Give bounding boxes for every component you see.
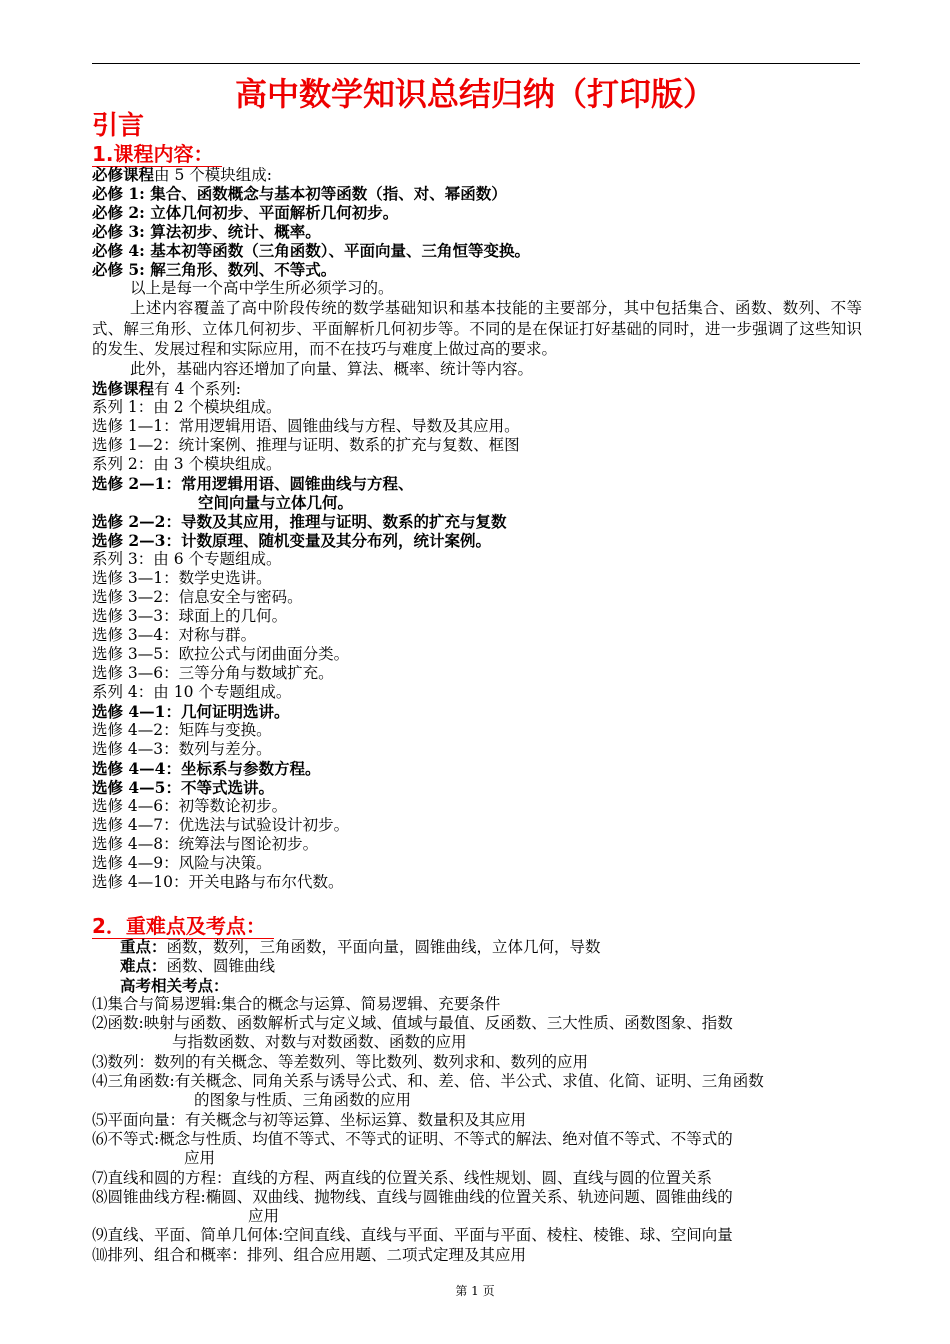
section1-content — [92, 165, 862, 892]
exam-point-continuation: 应用 — [184, 1149, 216, 1168]
exam-point: ⑽排列、组合和概率：排列、组合应用题、二项式定理及其应用 — [92, 1245, 527, 1264]
hard-points-text: 函数、圆锥曲线 — [166, 957, 276, 976]
elective-item: 选修 4—2：矩阵与变换。 — [92, 720, 272, 739]
required-module: 必修 2: 立体几何初步、平面解析几何初步。 — [92, 203, 399, 222]
series-label: 系列 4：由 10 个专题组成。 — [92, 682, 292, 701]
exam-point: ⑴集合与简易逻辑:集合的概念与运算、简易逻辑、充要条件 — [92, 994, 501, 1013]
exam-point-continuation: 与指数函数、对数与对数函数、函数的应用 — [172, 1033, 467, 1052]
section2-content — [92, 937, 862, 1265]
header-rule — [92, 63, 860, 64]
section2-heading: 2．重难点及考点： — [92, 914, 274, 939]
elective-item-continuation: 空间向量与立体几何。 — [198, 492, 354, 512]
elective-item: 选修 3—1：数学史选讲。 — [92, 568, 272, 587]
key-points-text: 函数，数列，三角函数，平面向量，圆锥曲线，立体几何，导数 — [166, 938, 601, 956]
hard-points-label: 难点： — [120, 956, 167, 976]
required-module: 必修 4: 基本初等函数（三角函数）、平面向量、三角恒等变换。 — [92, 241, 531, 260]
hard-points-line — [92, 956, 862, 975]
elective-intro-label: 选修课程 — [92, 378, 155, 398]
exam-point-continuation: 的图象与性质、三角函数的应用 — [194, 1091, 412, 1110]
note-line: 以上是每一个高中学生所必须学习的。 — [130, 279, 394, 297]
overview-paragraph: 上述内容覆盖了高中阶段传统的数学基础知识和基本技能的主要部分，其中包括集合、函数、数列、不等式、解三角形、立体几何初步、平面解析几何初步等。不同的是在保证打好基础的同时，进一步强调了这些知识的发生、发展过程和实际应用，而不在技巧与难度上做过高的要求。 — [92, 299, 862, 358]
elective-item: 选修 4—7：优选法与试验设计初步。 — [92, 815, 350, 834]
exam-point: ⑺直线和圆的方程：直线的方程、两直线的位置关系、线性规划、圆、直线与圆的位置关系 — [92, 1168, 713, 1187]
elective-item: 选修 1—2：统计案例、推理与证明、数系的扩充与复数、框图 — [92, 435, 520, 454]
required-module: 必修 1: 集合、函数概念与基本初等函数（指、对、幂函数） — [92, 184, 507, 203]
exam-point: ⑶数列：数列的有关概念、等差数列、等比数列、数列求和、数列的应用 — [92, 1052, 589, 1071]
elective-intro-text: 有 4 个系列: — [154, 379, 241, 398]
required-module: 必修 3: 算法初步、统计、概率。 — [92, 222, 321, 241]
elective-item: 选修 3—4：对称与群。 — [92, 625, 257, 644]
exam-point: ⑻圆锥曲线方程:椭圆、双曲线、抛物线、直线与圆锥曲线的位置关系、轨迹问题、圆锥曲线的 — [92, 1187, 733, 1206]
elective-item: 选修 4—10：开关电路与布尔代数。 — [92, 872, 344, 891]
page-number: 第 1 页 — [455, 1284, 495, 1298]
exam-points-label: 高考相关考点： — [120, 975, 229, 995]
elective-item: 选修 2—3：计数原理、随机变量及其分布列，统计案例。 — [92, 530, 491, 550]
elective-item: 选修 4—4：坐标系与参数方程。 — [92, 758, 321, 778]
exam-point-continuation: 应用 — [248, 1207, 280, 1226]
exam-point: ⑷三角函数:有关概念、同角关系与诱导公式、和、差、倍、半公式、求值、化简、证明、三角函数 — [92, 1072, 764, 1091]
exam-point: ⑵函数:映射与函数、函数解析式与定义域、值域与最值、反函数、三大性质、函数图象、指数 — [92, 1014, 733, 1033]
exam-point: ⑹不等式:概念与性质、均值不等式、不等式的证明、不等式的解法、绝对值不等式、不等式的 — [92, 1129, 733, 1148]
elective-item: 选修 4—1：几何证明选讲。 — [92, 701, 290, 721]
exam-point: ⑸平面向量：有关概念与初等运算、坐标运算、数量积及其应用 — [92, 1110, 527, 1129]
elective-item: 选修 3—5：欧拉公式与闭曲面分类。 — [92, 644, 350, 663]
key-points-line — [92, 937, 862, 956]
series-label: 系列 2：由 3 个模块组成。 — [92, 454, 282, 473]
note-line: 此外，基础内容还增加了向量、算法、概率、统计等内容。 — [130, 359, 534, 378]
series-label: 系列 1：由 2 个模块组成。 — [92, 397, 282, 416]
required-intro — [92, 165, 862, 184]
section1-heading: 1.课程内容： — [92, 142, 222, 167]
required-intro-text: 由 5 个模块组成: — [154, 166, 272, 184]
document-title: 高中数学知识总结归纳（打印版） — [234, 75, 715, 113]
required-module: 必修 5: 解三角形、数列、不等式。 — [92, 260, 337, 279]
elective-item: 选修 4—8：统筹法与图论初步。 — [92, 834, 319, 853]
elective-item: 选修 3—2：信息安全与密码。 — [92, 587, 303, 606]
elective-item: 选修 4—5：不等式选讲。 — [92, 777, 274, 797]
exam-point: ⑼直线、平面、简单几何体:空间直线、直线与平面、平面与平面、棱柱、棱锥、球、空间向量 — [92, 1226, 733, 1245]
elective-item: 选修 3—6：三等分角与数域扩充。 — [92, 663, 334, 682]
elective-item: 选修 1—1：常用逻辑用语、圆锥曲线与方程、导数及其应用。 — [92, 416, 520, 435]
intro-heading: 引言 — [92, 111, 145, 141]
elective-item: 选修 2—1：常用逻辑用语、圆锥曲线与方程、 — [92, 473, 414, 493]
elective-item: 选修 4—3：数列与差分。 — [92, 739, 272, 758]
elective-item: 选修 4—9：风险与决策。 — [92, 853, 272, 872]
elective-item: 选修 4—6：初等数论初步。 — [92, 796, 288, 815]
elective-item: 选修 2—2：导数及其应用，推理与证明、数系的扩充与复数 — [92, 511, 507, 531]
elective-item: 选修 3—3：球面上的几何。 — [92, 606, 288, 625]
series-label: 系列 3：由 6 个专题组成。 — [92, 549, 282, 568]
key-points-label: 重点： — [120, 937, 167, 956]
elective-intro — [92, 379, 862, 398]
required-intro-label: 必修课程 — [92, 165, 155, 184]
